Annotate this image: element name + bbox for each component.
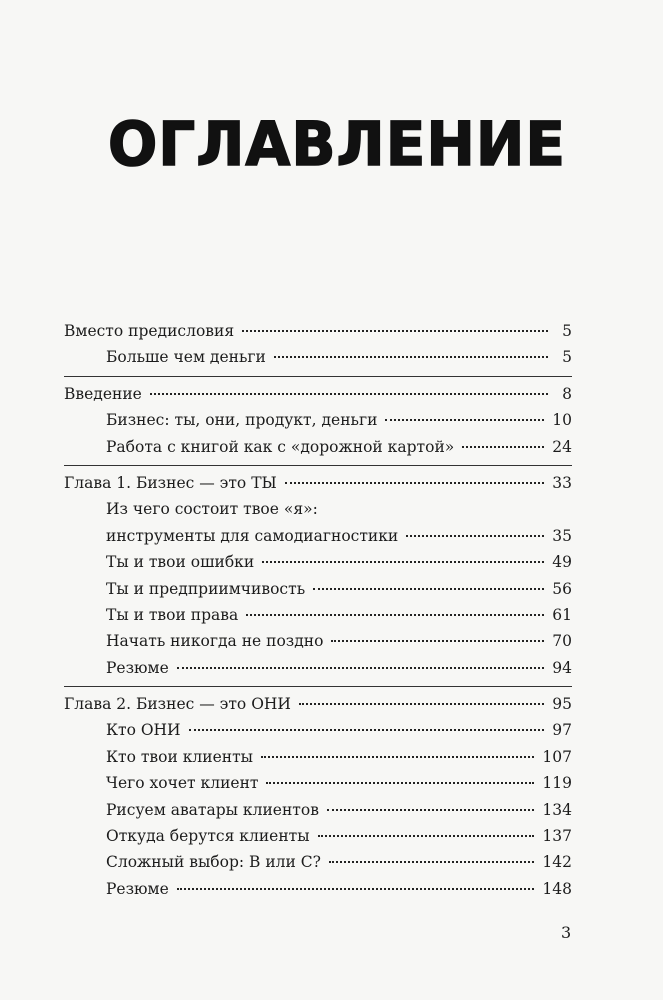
dot-leader	[327, 809, 534, 811]
toc-section-entry[interactable]	[64, 876, 572, 902]
dot-leader	[150, 393, 548, 395]
dot-leader	[274, 356, 548, 358]
toc-entry-label: Кто ОНИ	[106, 721, 181, 740]
toc-entry-label: Работа с книгой как с «дорожной картой»	[106, 437, 455, 456]
toc-entry-page: 49	[552, 553, 572, 572]
toc-entry-page: 94	[552, 658, 572, 677]
dot-leader	[266, 782, 534, 784]
toc-entry-page: 142	[542, 853, 572, 872]
toc-section-entry[interactable]	[64, 496, 572, 522]
dot-leader	[177, 667, 544, 669]
dot-leader	[299, 703, 544, 705]
dot-leader	[189, 729, 545, 731]
toc-entry-label: Ты и твои права	[106, 605, 239, 624]
toc-entry-label: Чего хочет клиент	[106, 774, 259, 793]
dot-leader	[318, 835, 535, 837]
toc-section-entry[interactable]	[64, 576, 572, 602]
toc-section-entry[interactable]	[64, 602, 572, 628]
toc-entry-label: Глава 1. Бизнес — это ТЫ	[64, 473, 277, 492]
toc-chapter-entry[interactable]	[64, 470, 572, 496]
toc-entry-label: Бизнес: ты, они, продукт, деньги	[106, 411, 378, 430]
toc-section-entry[interactable]	[64, 770, 572, 796]
toc-entry-page: 5	[562, 348, 572, 367]
page-number: 3	[561, 923, 572, 942]
toc-entry-label: Откуда берутся клиенты	[106, 827, 310, 846]
toc-entry-page: 10	[552, 411, 572, 430]
toc-entry-label: Ты и твои ошибки	[106, 553, 255, 572]
toc-entry-label: Ты и предприимчивость	[106, 579, 306, 598]
toc-section-entry[interactable]	[64, 407, 572, 433]
page-title: ОГЛАВЛЕНИЕ	[108, 108, 567, 180]
toc-chapter-entry[interactable]	[64, 381, 572, 407]
toc-chapter-entry[interactable]	[64, 691, 572, 717]
toc-entry-page: 24	[552, 437, 572, 456]
dot-leader	[313, 588, 544, 590]
dot-leader	[385, 419, 544, 421]
toc-entry-label: инструменты для самодиагностики	[106, 526, 399, 545]
toc-entry-label: Из чего состоит твое «я»:	[106, 500, 318, 519]
dot-leader	[331, 640, 544, 642]
dot-leader	[177, 888, 535, 890]
toc-section-entry[interactable]	[64, 523, 572, 549]
toc-entry-page: 61	[552, 605, 572, 624]
toc-chapter-entry[interactable]	[64, 318, 572, 344]
toc-entry-label: Больше чем деньги	[106, 348, 266, 367]
toc-entry-label: Вместо предисловия	[64, 322, 235, 340]
dot-leader	[462, 446, 544, 448]
dot-leader	[242, 330, 548, 332]
toc-section-entry[interactable]	[64, 849, 572, 875]
toc-entry-label: Кто твои клиенты	[106, 747, 254, 766]
toc-section-entry[interactable]	[64, 628, 572, 654]
toc-entry-page: 97	[552, 721, 572, 740]
toc-entry-label: Введение	[64, 384, 142, 403]
section-divider	[64, 686, 572, 687]
dot-leader	[262, 561, 544, 563]
toc-entry-label: Глава 2. Бизнес — это ОНИ	[64, 695, 291, 714]
dot-leader	[285, 482, 544, 484]
toc-section-entry[interactable]	[64, 797, 572, 823]
toc-section-entry[interactable]	[64, 744, 572, 770]
toc-entry-label: Рисуем аватары клиентов	[106, 800, 319, 819]
dot-leader	[406, 535, 544, 537]
toc-entry-page: 35	[552, 526, 572, 545]
table-of-contents	[64, 318, 572, 902]
toc-entry-label: Резюме	[106, 658, 169, 677]
toc-entry-page: 107	[542, 747, 572, 766]
toc-entry-page: 8	[562, 384, 572, 403]
dot-leader	[261, 756, 534, 758]
toc-section-entry[interactable]	[64, 434, 572, 460]
toc-section-entry[interactable]	[64, 344, 572, 370]
section-divider	[64, 465, 572, 466]
toc-section-entry[interactable]	[64, 823, 572, 849]
toc-entry-page: 95	[552, 695, 572, 714]
section-divider	[64, 376, 572, 377]
toc-entry-page: 148	[542, 879, 572, 898]
toc-entry-label: Сложный выбор: B или C?	[106, 853, 321, 872]
toc-entry-page: 70	[552, 632, 572, 651]
toc-entry-label: Резюме	[106, 879, 169, 898]
toc-entry-page: 5	[562, 322, 572, 340]
dot-leader	[246, 614, 544, 616]
toc-entry-label: Начать никогда не поздно	[106, 632, 324, 651]
toc-entry-page: 56	[552, 579, 572, 598]
toc-entry-page: 119	[542, 774, 572, 793]
toc-section-entry[interactable]	[64, 549, 572, 575]
toc-entry-page: 33	[552, 473, 572, 492]
dot-leader	[329, 861, 534, 863]
toc-section-entry[interactable]	[64, 717, 572, 743]
toc-section-entry[interactable]	[64, 655, 572, 681]
toc-entry-page: 137	[542, 827, 572, 846]
toc-entry-page: 134	[542, 800, 572, 819]
